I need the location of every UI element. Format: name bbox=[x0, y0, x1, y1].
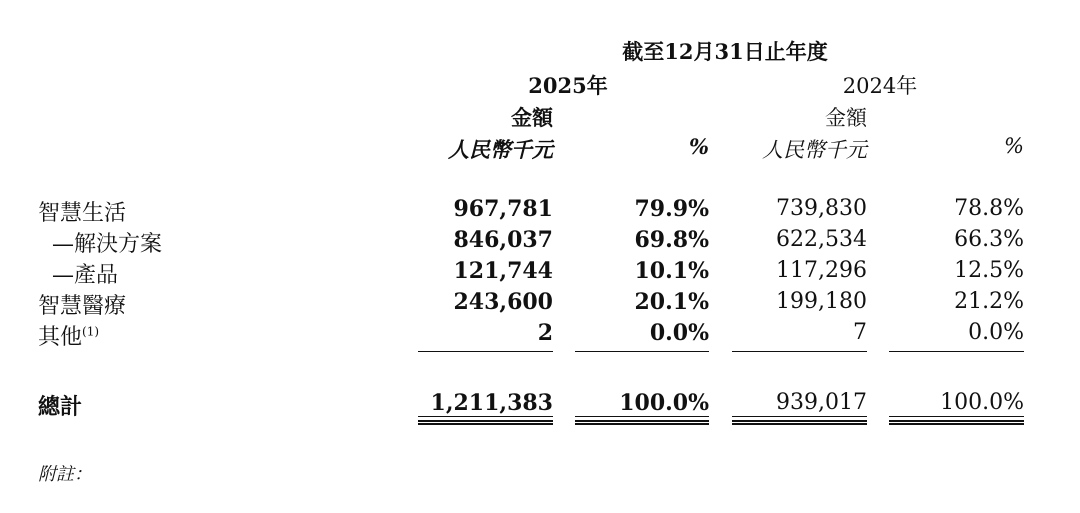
row-label: —解決方案 bbox=[52, 232, 163, 257]
percent-label-2024: % bbox=[1004, 134, 1024, 158]
total-rule bbox=[732, 416, 867, 417]
amount-2024: 117,296 bbox=[776, 258, 867, 283]
percent-2024: 21.2% bbox=[954, 289, 1024, 314]
percent-2025: 20.1% bbox=[634, 289, 709, 315]
total-percent-2025: 100.0% bbox=[619, 390, 709, 416]
amount-2025: 2 bbox=[537, 320, 553, 346]
row-label bbox=[38, 320, 99, 351]
total-amount-2024: 939,017 bbox=[776, 390, 867, 415]
table-row bbox=[0, 258, 1080, 288]
amount-2024: 739,830 bbox=[776, 196, 867, 221]
amount-2024: 7 bbox=[853, 320, 867, 345]
subtotal-rule bbox=[889, 351, 1024, 352]
percent-2024: 12.5% bbox=[954, 258, 1024, 283]
row-label: 智慧生活 bbox=[38, 201, 127, 226]
percent-2025: 69.8% bbox=[634, 227, 709, 253]
total-label: 總計 bbox=[38, 394, 83, 420]
year-2024-heading: 2024年 bbox=[842, 74, 918, 98]
period-heading: 截至12月31日止年度 bbox=[622, 39, 828, 64]
amount-2025: 967,781 bbox=[453, 196, 553, 222]
currency-label-2024: 人民幣千元 bbox=[762, 138, 867, 162]
table-row bbox=[0, 320, 1080, 350]
table-row bbox=[0, 227, 1080, 257]
row-label: —產品 bbox=[52, 263, 119, 288]
footnote-marker: (1) bbox=[82, 324, 100, 339]
amount-2025: 243,600 bbox=[453, 289, 553, 315]
subtotal-rule bbox=[575, 351, 709, 352]
subtotal-rule bbox=[732, 351, 867, 352]
percent-2025: 0.0% bbox=[649, 320, 709, 346]
currency-label-2025: 人民幣千元 bbox=[448, 137, 553, 162]
footnote-heading: 附註： bbox=[38, 464, 92, 485]
total-double-rule bbox=[418, 420, 553, 425]
total-rule bbox=[889, 416, 1024, 417]
total-rule bbox=[575, 416, 709, 417]
amount-2024: 622,534 bbox=[776, 227, 867, 252]
total-rule bbox=[418, 416, 553, 417]
table-row bbox=[0, 289, 1080, 319]
year-2025-heading: 2025年 bbox=[528, 73, 608, 98]
percent-2025: 10.1% bbox=[634, 258, 709, 284]
percent-2024: 66.3% bbox=[954, 227, 1024, 252]
percent-2025: 79.9% bbox=[634, 196, 709, 222]
amount-2025: 121,744 bbox=[453, 258, 553, 284]
row-label-text: 其他 bbox=[38, 325, 83, 350]
percent-2024: 0.0% bbox=[968, 320, 1024, 345]
total-percent-2024: 100.0% bbox=[940, 390, 1024, 415]
subtotal-rule bbox=[418, 351, 553, 352]
total-double-rule bbox=[732, 420, 867, 425]
percent-label-2025: % bbox=[689, 134, 709, 159]
row-label: 智慧醫療 bbox=[38, 294, 127, 319]
total-double-rule bbox=[575, 420, 709, 425]
percent-2024: 78.8% bbox=[954, 196, 1024, 221]
amount-2025: 846,037 bbox=[453, 227, 553, 253]
table-row bbox=[0, 196, 1080, 226]
total-double-rule bbox=[889, 420, 1024, 425]
total-amount-2025: 1,211,383 bbox=[430, 390, 553, 416]
amount-label-2025: 金額 bbox=[511, 105, 553, 130]
amount-label-2024: 金額 bbox=[825, 106, 867, 130]
amount-2024: 199,180 bbox=[776, 289, 867, 314]
